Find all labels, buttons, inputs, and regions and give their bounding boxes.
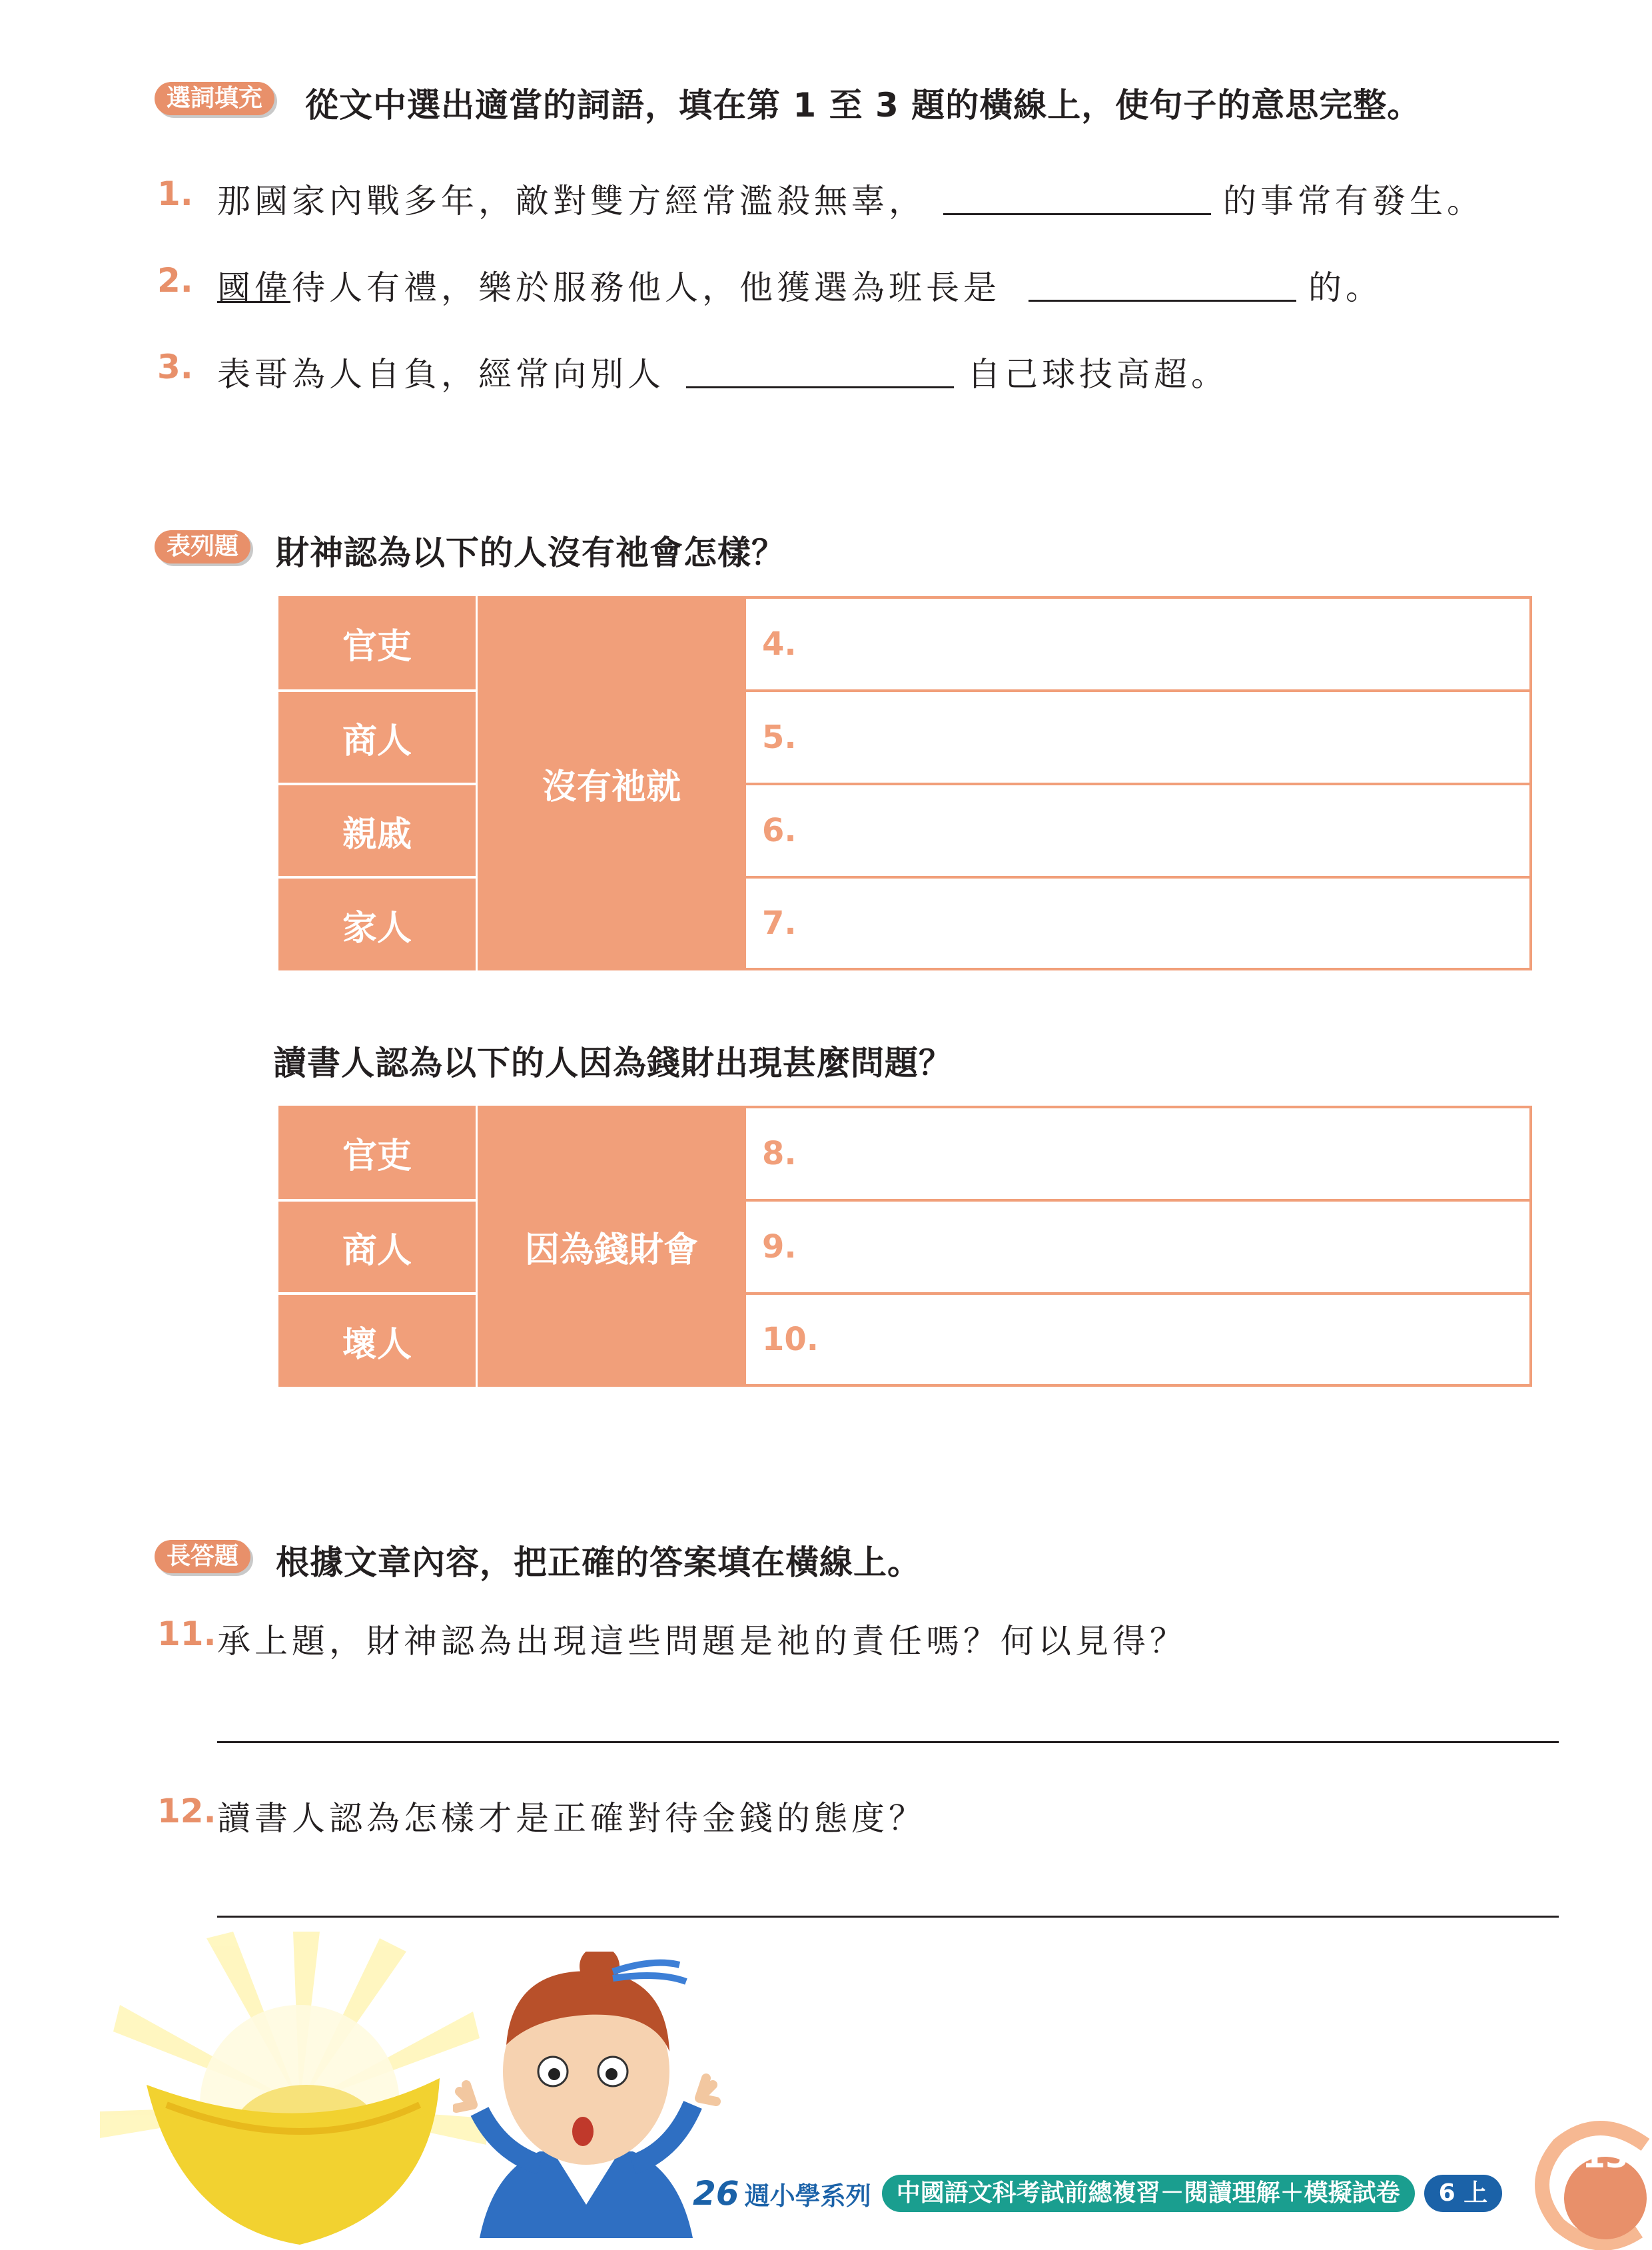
- section-tag-fill-in: 選詞填充: [155, 82, 274, 115]
- table-row-label: 官吏: [278, 1106, 476, 1199]
- answer-cell[interactable]: 9.: [743, 1199, 1532, 1295]
- sub-heading-scholar: 讀書人認為以下的人因為錢財出現甚麼問題？: [273, 1044, 953, 1082]
- scholar-character-illustration: [453, 1952, 733, 2250]
- table-row-label: 親戚: [278, 785, 476, 876]
- question-number: 3.: [157, 348, 193, 386]
- question-text: 國偉待人有禮，樂於服務他人，他獲選為班長是: [217, 268, 1001, 307]
- answer-cell[interactable]: 6.: [743, 783, 1532, 879]
- section-heading-fill-in: 從文中選出適當的詞語，填在第 1 至 3 題的橫線上，使句子的意思完整。: [305, 86, 1422, 125]
- grade-badge: 6 上: [1424, 2175, 1503, 2212]
- series-name: 週小學系列: [744, 2181, 871, 2211]
- question-text: 承上題，財神認為出現這些問題是祂的責任嗎？何以見得？: [217, 1622, 1187, 1661]
- table-middle-label: 因為錢財會: [476, 1106, 745, 1387]
- section-tag-long-answer: 長答題: [155, 1540, 250, 1573]
- table-row-label: 壞人: [278, 1295, 476, 1387]
- book-title-badge: 中國語文科考試前總複習－閱讀理解＋模擬試卷: [882, 2175, 1415, 2212]
- question-text: 讀書人認為怎樣才是正確對待金錢的態度？: [217, 1799, 926, 1838]
- answer-cell[interactable]: 4.: [743, 596, 1532, 692]
- section-heading-table: 財神認為以下的人沒有祂會怎樣？: [276, 534, 785, 572]
- answer-blank[interactable]: [943, 213, 1211, 215]
- question-text: 表哥為人自負，經常向別人: [217, 355, 665, 394]
- section-tag-table: 表列題: [155, 530, 250, 563]
- answer-cell[interactable]: 5.: [743, 689, 1532, 785]
- answer-line[interactable]: [217, 1741, 1559, 1743]
- footer-bar: [693, 2173, 1511, 2214]
- table-row-label: 商人: [278, 1202, 476, 1292]
- question-number: 11.: [157, 1615, 216, 1653]
- table-row-label: 商人: [278, 692, 476, 783]
- series-logo: 26: [693, 2174, 739, 2213]
- question-number: 12.: [157, 1792, 216, 1830]
- table-row-label: 官吏: [278, 596, 476, 689]
- question-text-end: 的事常有發生。: [1223, 182, 1484, 220]
- table-wealth-god: [278, 596, 1532, 970]
- question-number: 1.: [157, 175, 193, 213]
- answer-cell[interactable]: 10.: [743, 1292, 1532, 1387]
- question-number: 2.: [157, 261, 193, 300]
- answer-line[interactable]: [217, 1916, 1559, 1918]
- question-text-end: 的。: [1308, 268, 1383, 307]
- question-text: 那國家內戰多年，敵對雙方經常濫殺無辜，: [217, 182, 926, 220]
- page-number: 13: [1582, 2137, 1629, 2175]
- answer-blank[interactable]: [686, 386, 954, 388]
- answer-cell[interactable]: 7.: [743, 876, 1532, 970]
- table-scholar: [278, 1106, 1532, 1387]
- table-row-label: 家人: [278, 879, 476, 970]
- question-text-end: 自己球技高超。: [967, 355, 1228, 394]
- section-heading-long-answer: 根據文章內容，把正確的答案填在橫線上。: [276, 1543, 921, 1582]
- answer-cell[interactable]: 8.: [743, 1106, 1532, 1202]
- table-middle-label: 沒有祂就: [476, 596, 745, 970]
- gold-ingot-illustration: [100, 1932, 486, 2250]
- underline-proper-noun: [217, 301, 290, 303]
- answer-blank[interactable]: [1029, 300, 1296, 302]
